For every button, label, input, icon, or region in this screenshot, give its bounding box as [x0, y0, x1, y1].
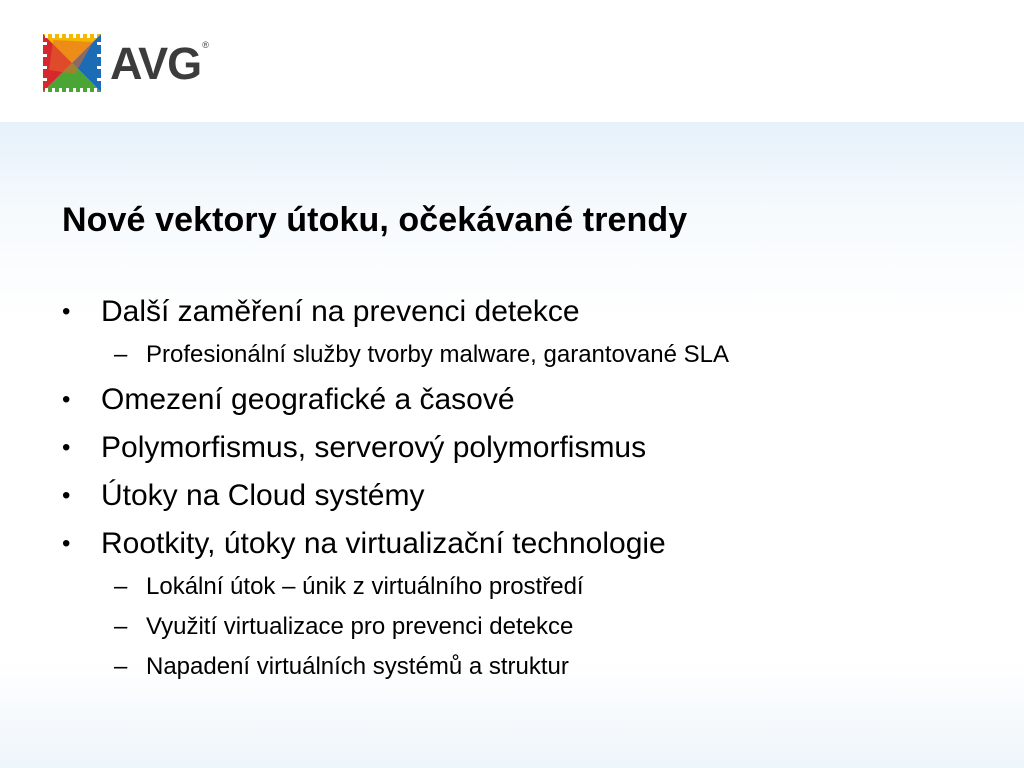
bullet-marker: •	[62, 482, 71, 509]
sub-bullet-text: Profesionální služby tvorby malware, garantované SLA	[146, 341, 729, 368]
bullet-marker: •	[62, 298, 71, 325]
sub-bullet-text: Využití virtualizace pro prevenci detekce	[146, 613, 574, 640]
logo-wordmark: AVG®	[110, 37, 208, 89]
registered-mark: ®	[202, 39, 208, 50]
bullet-item	[62, 526, 1002, 562]
bullet-item	[62, 294, 1002, 330]
sub-bullet-item	[62, 652, 1002, 682]
bullet-text: Polymorfismus, serverový polymorfismus	[101, 431, 647, 464]
sub-bullet-dash: –	[114, 341, 128, 368]
bullet-text: Omezení geografické a časové	[101, 383, 515, 416]
bullet-list	[62, 294, 1002, 682]
bullet-text: Útoky na Cloud systémy	[101, 479, 425, 512]
sub-bullet-dash: –	[114, 573, 128, 600]
sub-bullet-dash: –	[114, 653, 128, 680]
bullet-item	[62, 478, 1002, 514]
bullet-item	[62, 430, 1002, 466]
sub-bullet-item	[62, 612, 1002, 642]
bullet-item	[62, 382, 1002, 418]
sub-bullet-text: Napadení virtuálních systémů a struktur	[146, 653, 569, 680]
avg-logo	[43, 34, 208, 92]
bullet-marker: •	[62, 434, 71, 461]
sub-bullet-text: Lokální útok – únik z virtuálního prostředí	[146, 573, 584, 600]
bullet-marker: •	[62, 386, 71, 413]
bullet-text: Další zaměření na prevenci detekce	[101, 295, 580, 328]
avg-logo-icon	[43, 34, 101, 92]
sub-bullet-item	[62, 340, 1002, 370]
bullet-marker: •	[62, 530, 71, 557]
bullet-text: Rootkity, útoky na virtualizační technologie	[101, 527, 666, 560]
slide-title: Nové vektory útoku, očekávané trendy	[62, 201, 688, 239]
sub-bullet-item	[62, 572, 1002, 602]
sub-bullet-dash: –	[114, 613, 128, 640]
